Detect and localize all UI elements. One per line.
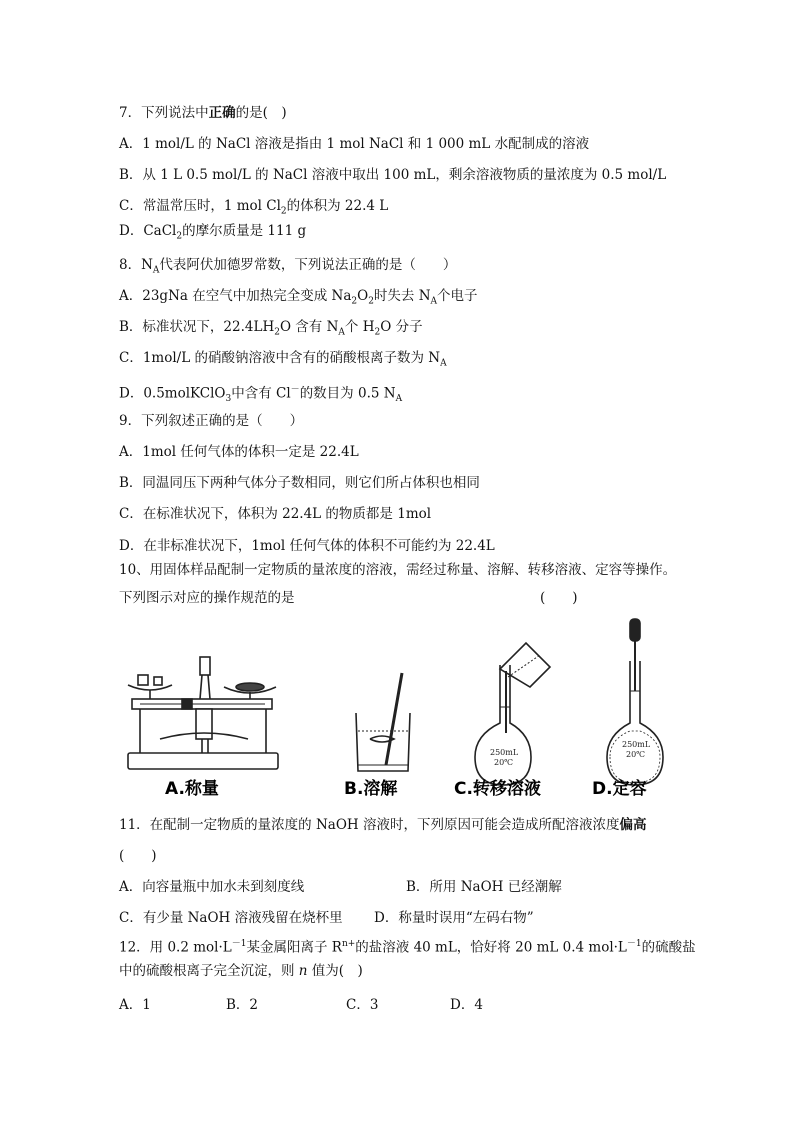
q12-option-a: A．1	[119, 997, 151, 1013]
caption-d: D.定容	[592, 779, 647, 799]
q10-stem-line2: 下列图示对应的操作规范的是	[119, 590, 295, 606]
beaker-diagram	[356, 673, 410, 771]
q8-option-b: B．标准状况下，$22.4LH_2O$ 含有 $N_A$个 $H_2O$ 分子	[119, 319, 423, 338]
q11-option-a: A．向容量瓶中加水未到刻度线	[119, 879, 305, 895]
q12-option-c: C．3	[346, 997, 379, 1013]
flask-d-label-volume: 250mL	[622, 740, 651, 749]
q11-option-d: D．称量时误用“左码右物”	[374, 910, 534, 926]
fixed-volume-flask-diagram	[607, 619, 663, 785]
flask-c-label-volume: 250mL	[490, 748, 519, 757]
q8-option-a: A．23gNa 在空气中加热完全变成 $Na_2O_2$时失去 $N_A$个电子	[119, 288, 478, 307]
q12-option-b: B．2	[226, 997, 259, 1013]
caption-b: B.溶解	[344, 779, 398, 799]
flask-d-label-temp: 20℃	[626, 750, 646, 759]
q7-stem: 7．下列说法中正确的是( )	[119, 105, 287, 121]
q8-stem: 8．$N_A$代表阿伏加德罗常数，下列说法正确的是（ ）	[119, 257, 457, 276]
q7-option-d: D．CaCl$_2$的摩尔质量是 111 g	[119, 223, 307, 242]
flask-c-label-temp: 20℃	[494, 758, 514, 767]
q11-stem: 11．在配制一定物质的量浓度的 NaOH 溶液时，下列原因可能会造成所配溶液浓度偏高	[119, 817, 647, 833]
transfer-flask-diagram	[475, 643, 550, 785]
q11-option-b: B．所用 NaOH 已经潮解	[406, 879, 562, 895]
q8-option-c: C．1mol/L 的硝酸钠溶液中含有的硝酸根离子数为 $N_A$	[119, 350, 447, 369]
q7-option-c: C．常温常压时，1 mol $Cl_2$的体积为 22.4 L	[119, 198, 389, 217]
q11-option-c: C．有少量 NaOH 溶液残留在烧杯里	[119, 910, 343, 926]
balance-diagram	[128, 657, 278, 769]
q12-stem-line2: 中的硫酸根离子完全沉淀，则 n 值为( )	[119, 963, 363, 979]
q12-option-d: D．4	[450, 997, 483, 1013]
caption-a: A.称量	[165, 779, 219, 799]
q10-figure	[120, 615, 680, 805]
q8-option-d: D．0.5molKClO$_3$中含有 Cl－的数目为 0.5 $N_A$	[119, 385, 403, 405]
caption-c: C.转移溶液	[454, 779, 541, 799]
q7-option-a: A．1 mol/L 的 NaCl 溶液是指由 1 mol NaCl 和 1 000 mL 水配制成的溶液	[119, 136, 590, 152]
q9-option-c: C．在标准状况下，体积为 22.4L 的物质都是 1mol	[119, 506, 432, 522]
q9-option-d: D．在非标准状况下，1mol 任何气体的体积不可能约为 22.4L	[119, 538, 495, 554]
q12-stem-line1: 12．用 0.2 $mol\cdot L^{-1}$某金属阳离子 $R^{n+}$的盐溶液 40 mL，恰好将 20 mL 0.4 $mol\cdot L^{-1}$的硫酸盐	[119, 939, 696, 956]
q10-stem-line1: 10、用固体样品配制一定物质的量浓度的溶液，需经过称量、溶解、转移溶液、定容等操作。	[119, 562, 677, 578]
q11-answer-paren: ( )	[119, 848, 157, 864]
lab-operations-illustration	[120, 615, 680, 805]
q9-option-b: B．同温同压下两种气体分子数相同，则它们所占体积也相同	[119, 475, 480, 491]
q7-option-b: B．从 1 L 0.5 mol/L 的 NaCl 溶液中取出 100 mL，剩余溶液物质的量浓度为 0.5 mol/L	[119, 167, 667, 183]
q10-answer-paren: ( )	[540, 590, 578, 606]
q9-stem: 9．下列叙述正确的是（ ）	[119, 413, 304, 429]
q9-option-a: A．1mol 任何气体的体积一定是 22.4L	[119, 444, 359, 460]
